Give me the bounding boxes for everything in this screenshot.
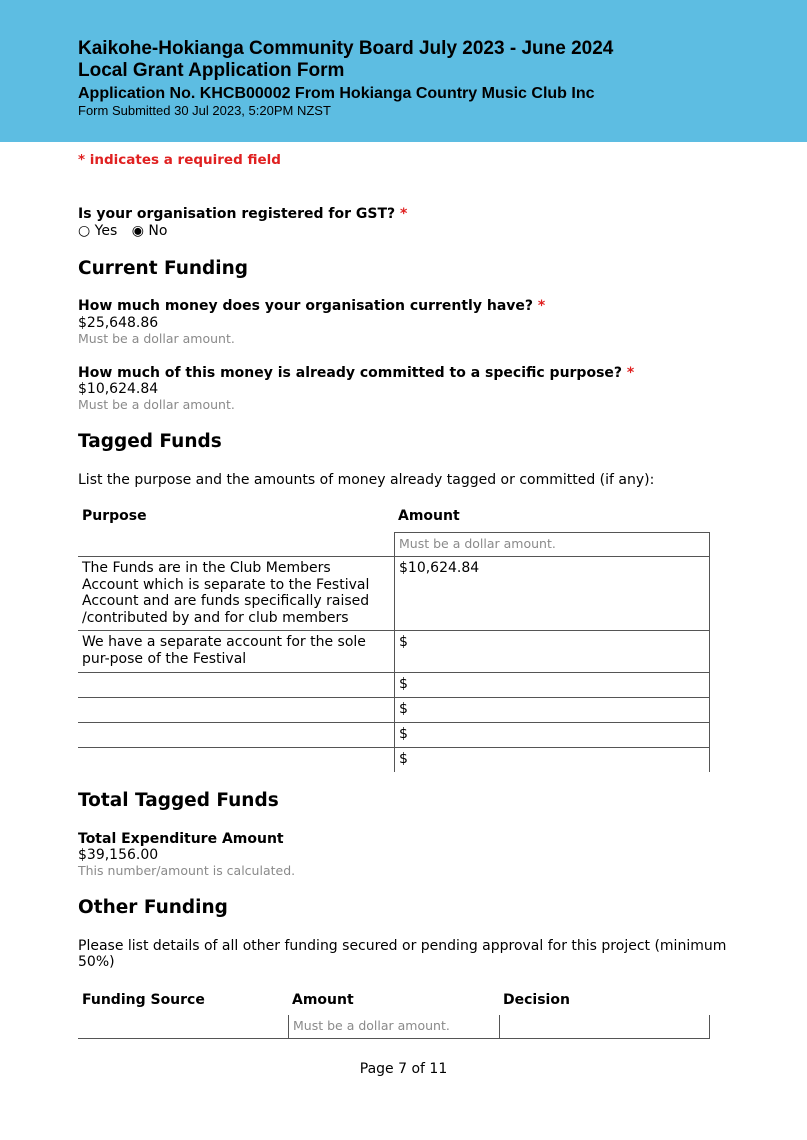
- purpose-cell[interactable]: [78, 722, 394, 730]
- radio-label-yes: Yes: [94, 223, 118, 239]
- tagged-funds-heading: Tagged Funds: [78, 431, 222, 452]
- amount-cell[interactable]: $: [394, 672, 710, 697]
- application-number: Application No. KHCB00002 From Hokianga Country Music Club Inc: [78, 85, 595, 102]
- amount-cell[interactable]: $: [394, 630, 710, 672]
- other-funding-heading: Other Funding: [78, 897, 228, 918]
- purpose-cell[interactable]: [78, 697, 394, 705]
- table-row: [78, 556, 710, 630]
- gst-radio-no[interactable]: [132, 223, 168, 239]
- committed-money-question-text: How much of this money is already committed to a specific purpose?: [78, 365, 623, 381]
- table-row: [78, 697, 710, 722]
- table-row: [78, 532, 710, 556]
- form-title: Local Grant Application Form: [78, 60, 345, 81]
- tagged-funds-intro: List the purpose and the amounts of money already tagged or committed (if any):: [78, 472, 655, 488]
- radio-label-no: No: [148, 223, 168, 239]
- gst-radio-group: [78, 223, 167, 239]
- funding-amount-cell[interactable]: Must be a dollar amount.: [288, 1015, 499, 1038]
- current-money-value: $25,648.86: [78, 315, 159, 331]
- current-money-hint: Must be a dollar amount.: [78, 331, 235, 346]
- table-row: [78, 672, 710, 697]
- table-row: [78, 630, 710, 672]
- amount-cell[interactable]: $10,624.84: [394, 556, 710, 630]
- amount-cell[interactable]: $: [394, 697, 710, 722]
- total-expenditure-hint: This number/amount is calculated.: [78, 863, 296, 878]
- form-header-banner: [0, 0, 807, 142]
- required-field-note: * indicates a required field: [78, 152, 281, 168]
- committed-money-hint: Must be a dollar amount.: [78, 397, 235, 412]
- purpose-cell[interactable]: [78, 747, 394, 755]
- funding-source-cell[interactable]: [78, 1015, 288, 1038]
- submission-date: Form Submitted 30 Jul 2023, 5:20PM NZST: [78, 103, 331, 118]
- other-funding-intro-line1: Please list details of all other funding secured or pending approval for this project (minimum: [78, 938, 727, 954]
- required-mark: *: [537, 298, 546, 314]
- gst-question: [78, 206, 407, 222]
- committed-money-question: [78, 365, 634, 381]
- current-money-question: [78, 298, 545, 314]
- total-expenditure-value: $39,156.00: [78, 847, 159, 863]
- table-row: [78, 1015, 710, 1039]
- total-expenditure-label: Total Expenditure Amount: [78, 831, 284, 847]
- column-header-amount: Amount: [398, 508, 460, 524]
- other-funding-intro-line2: 50%): [78, 954, 115, 970]
- amount-cell[interactable]: $: [394, 747, 710, 772]
- committed-money-value: $10,624.84: [78, 381, 159, 397]
- current-funding-heading: Current Funding: [78, 258, 249, 279]
- required-mark: *: [626, 365, 635, 381]
- purpose-cell[interactable]: [78, 672, 394, 680]
- radio-selected-icon: ◉: [131, 223, 144, 239]
- funding-decision-cell[interactable]: [499, 1015, 710, 1038]
- purpose-cell[interactable]: We have a separate account for the sole pur-pose of the Festival: [82, 634, 366, 667]
- gst-radio-yes[interactable]: [78, 223, 117, 239]
- purpose-cell[interactable]: [78, 532, 394, 540]
- purpose-cell[interactable]: The Funds are in the Club Members Account which is separate to the Festival Account and are funds specifically raised /contributed by and for club members: [82, 560, 370, 626]
- radio-unselected-icon: ○: [78, 223, 91, 239]
- total-tagged-heading: Total Tagged Funds: [78, 790, 279, 811]
- column-header-decision: Decision: [503, 992, 570, 1008]
- column-header-funding-source: Funding Source: [82, 992, 205, 1008]
- amount-cell[interactable]: $: [394, 722, 710, 747]
- gst-question-text: Is your organisation registered for GST?: [78, 206, 396, 222]
- board-title: Kaikohe-Hokianga Community Board July 2023 - June 2024: [78, 38, 614, 59]
- page-number: Page 7 of 11: [359, 1061, 448, 1077]
- table-row: [78, 747, 710, 772]
- required-mark: *: [400, 206, 408, 222]
- column-header-purpose: Purpose: [82, 508, 147, 524]
- current-money-question-text: How much money does your organisation currently have?: [78, 298, 534, 314]
- table-row: [78, 722, 710, 747]
- amount-cell[interactable]: Must be a dollar amount.: [394, 532, 710, 556]
- column-header-amount: Amount: [292, 992, 354, 1008]
